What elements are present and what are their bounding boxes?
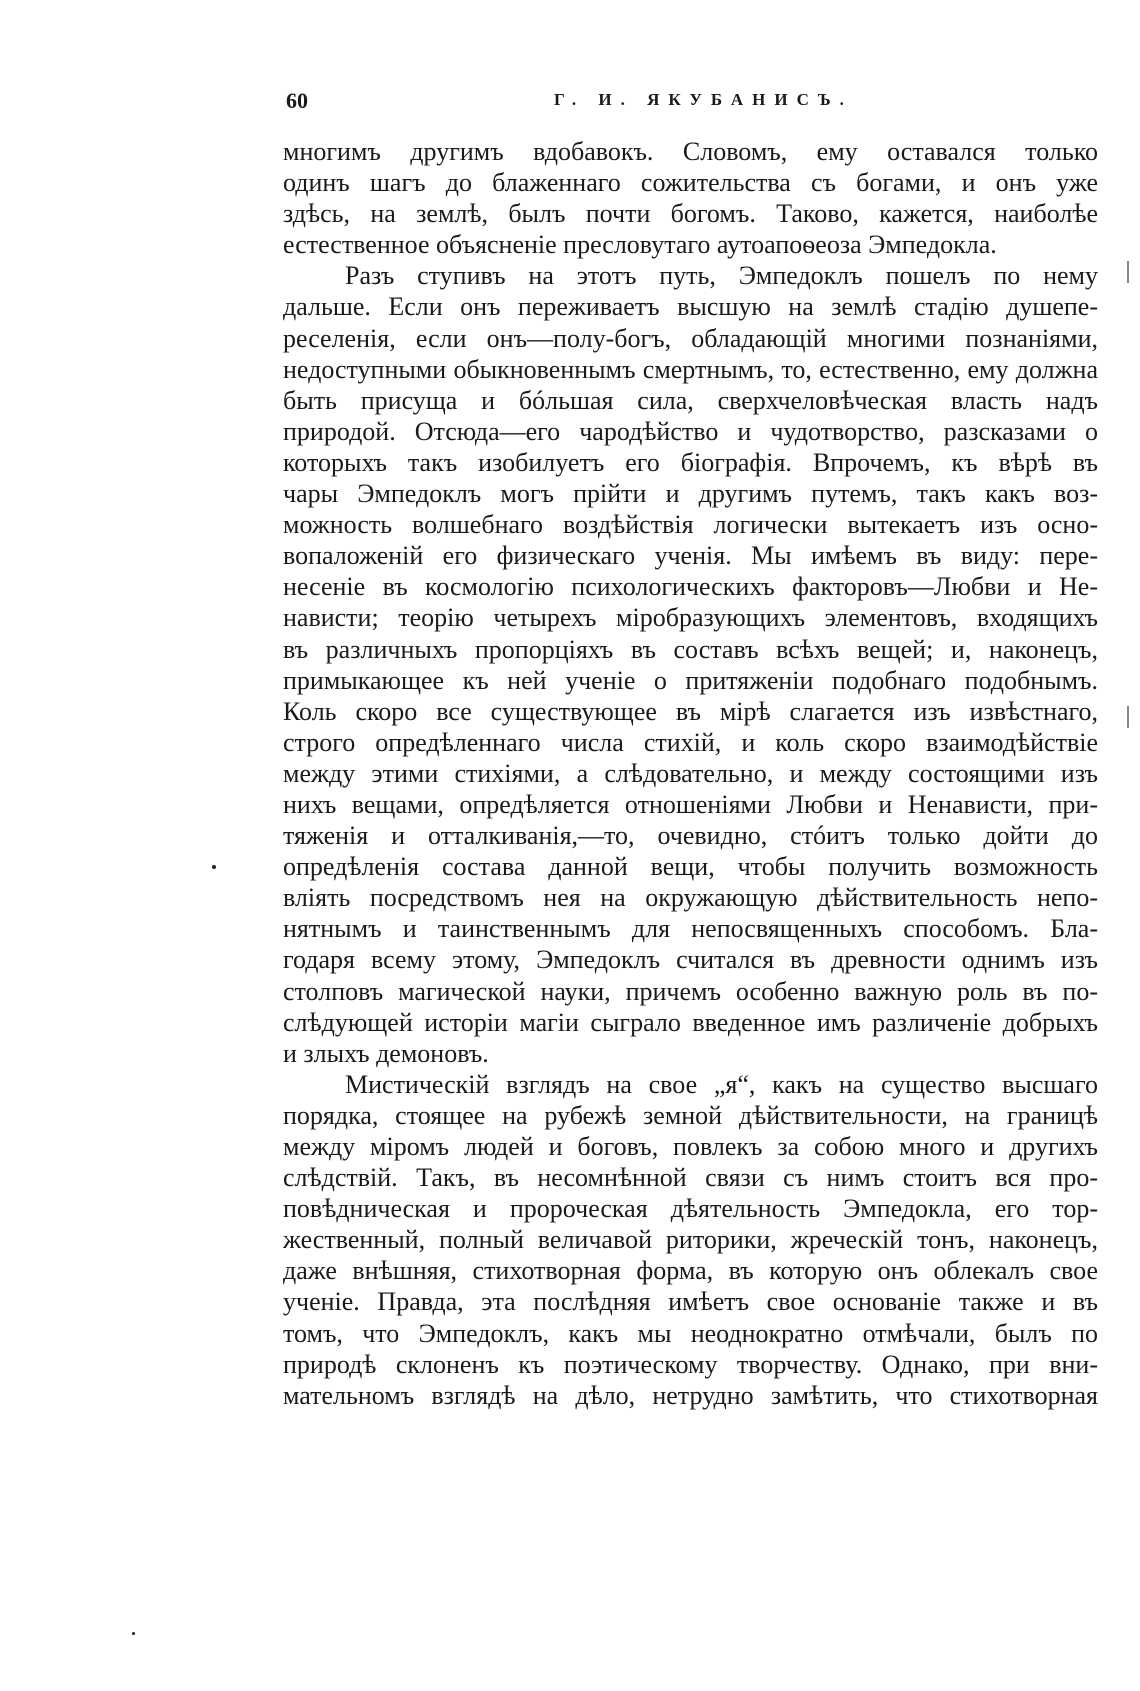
text-line: въ различныхъ пропорціяхъ въ составъ всѣхъ вещей; и, наконецъ,: [283, 634, 1098, 664]
text-line: реселенія, если онъ—полу-богъ, обладающій многими познаніями,: [283, 323, 1098, 353]
text-line: тяженія и отталкиванія,—то, очевидно, стóитъ только дойти до: [283, 821, 1098, 851]
running-title: Г. И. ЯКУБАНИСЪ.: [554, 90, 853, 109]
text-line: дальше. Если онъ переживаетъ высшую на землѣ стадію душепе-: [283, 292, 1098, 322]
text-line: томъ, что Эмпедоклъ, какъ мы неоднократно отмѣчали, былъ по: [283, 1318, 1098, 1348]
text-line: вопаложеній его физическаго ученія. Мы имѣемъ въ виду: пере-: [283, 541, 1098, 571]
text-line: строго опредѣленнаго числа стихій, и коль скоро взаимодѣйствіе: [283, 727, 1098, 757]
page-number: 60: [286, 88, 308, 113]
text-line: порядка, стоящее на рубежѣ земной дѣйствительности, на границѣ: [283, 1100, 1098, 1130]
text-line: слѣдующей исторіи магіи сыграло введенное имъ различеніе добрыхъ: [283, 1007, 1098, 1037]
scan-speck: [212, 865, 216, 869]
text-line: нависти; теорію четырехъ міробразующихъ элементовъ, входящихъ: [283, 603, 1098, 633]
text-line: быть присуща и бóльшая сила, сверхчеловѣческая власть надъ: [283, 385, 1098, 415]
text-line: даже внѣшняя, стихотворная форма, въ которую онъ облекалъ свое: [283, 1256, 1098, 1286]
text-line: жественный, полный величавой риторики, жреческій тонъ, наконецъ,: [283, 1225, 1098, 1255]
text-line: Коль скоро все существующее въ мірѣ слагается изъ извѣстнаго,: [283, 696, 1098, 726]
text-line: которыхъ такъ изобилуетъ его біографія. Впрочемъ, къ вѣрѣ въ: [283, 447, 1098, 477]
margin-mark: [1127, 706, 1129, 728]
text-line: ученіе. Правда, эта послѣдняя имѣетъ свое основаніе также и въ: [283, 1287, 1098, 1317]
running-head: [286, 88, 1086, 120]
text-line: между этими стихіями, а слѣдовательно, и между состоящими изъ: [283, 758, 1098, 788]
text-line: природой. Отсюда—его чародѣйство и чудотворство, разсказами о: [283, 416, 1098, 446]
text-line: одинъ шагъ до блаженнаго сожительства съ богами, и онъ уже: [283, 168, 1098, 198]
text-line: недоступными обыкновеннымъ смертнымъ, то, естественно, ему должна: [283, 354, 1098, 384]
text-line: опредѣленія состава данной вещи, чтобы получить возможность: [283, 852, 1098, 882]
text-line: столповъ магической науки, причемъ особенно важную роль въ по-: [283, 976, 1098, 1006]
body-text: [283, 136, 1098, 1411]
text-line: естественное объясненіе пресловутаго аутоапоѳеоза Эмпедокла.: [283, 230, 997, 260]
text-line: между міромъ людей и боговъ, повлекъ за собою много и другихъ: [283, 1132, 1098, 1161]
text-line: Разъ ступивъ на этотъ путь, Эмпедоклъ пошелъ по нему: [345, 261, 1098, 291]
scan-speck: [132, 1632, 135, 1635]
text-line: нятнымъ и таинственнымъ для непосвященныхъ способомъ. Бла-: [283, 914, 1098, 944]
text-line: здѣсь, на землѣ, былъ почти богомъ. Таково, кажется, наиболѣе: [283, 199, 1098, 229]
text-line: слѣдствій. Такъ, въ несомнѣнной связи съ нимъ стоитъ вся про-: [283, 1163, 1098, 1193]
text-line: вліять посредствомъ нея на окружающую дѣйствительность непо-: [283, 883, 1098, 913]
text-line: природѣ склоненъ къ поэтическому творчеству. Однако, при вни-: [283, 1349, 1098, 1379]
margin-mark: [1127, 261, 1129, 283]
text-line: и злыхъ демоновъ.: [283, 1038, 489, 1068]
text-line: примыкающее къ ней ученіе о притяженіи подобнаго подобнымъ.: [283, 665, 1098, 695]
text-line: нихъ вещами, опредѣляется отношеніями Любви и Ненависти, при-: [283, 789, 1098, 819]
text-line: мательномъ взглядѣ на дѣло, нетрудно замѣтить, что стихотворная: [283, 1380, 1098, 1410]
text-line: несеніе въ космологію психологическихъ факторовъ—Любви и Не-: [283, 572, 1098, 602]
text-line: повѣдническая и пророческая дѣятельность Эмпедокла, его тор-: [283, 1194, 1098, 1224]
text-line: годаря всему этому, Эмпедоклъ считался въ древности однимъ изъ: [283, 945, 1098, 975]
text-line: Мистическій взглядъ на свое „я“, какъ на существо высшаго: [345, 1069, 1098, 1099]
text-line: чары Эмпедоклъ могъ прійти и другимъ путемъ, такъ какъ воз-: [283, 479, 1098, 509]
text-line: многимъ другимъ вдобавокъ. Словомъ, ему оставался только: [283, 137, 1098, 166]
text-line: можность волшебнаго воздѣйствія логически вытекаетъ изъ осно-: [283, 510, 1098, 540]
